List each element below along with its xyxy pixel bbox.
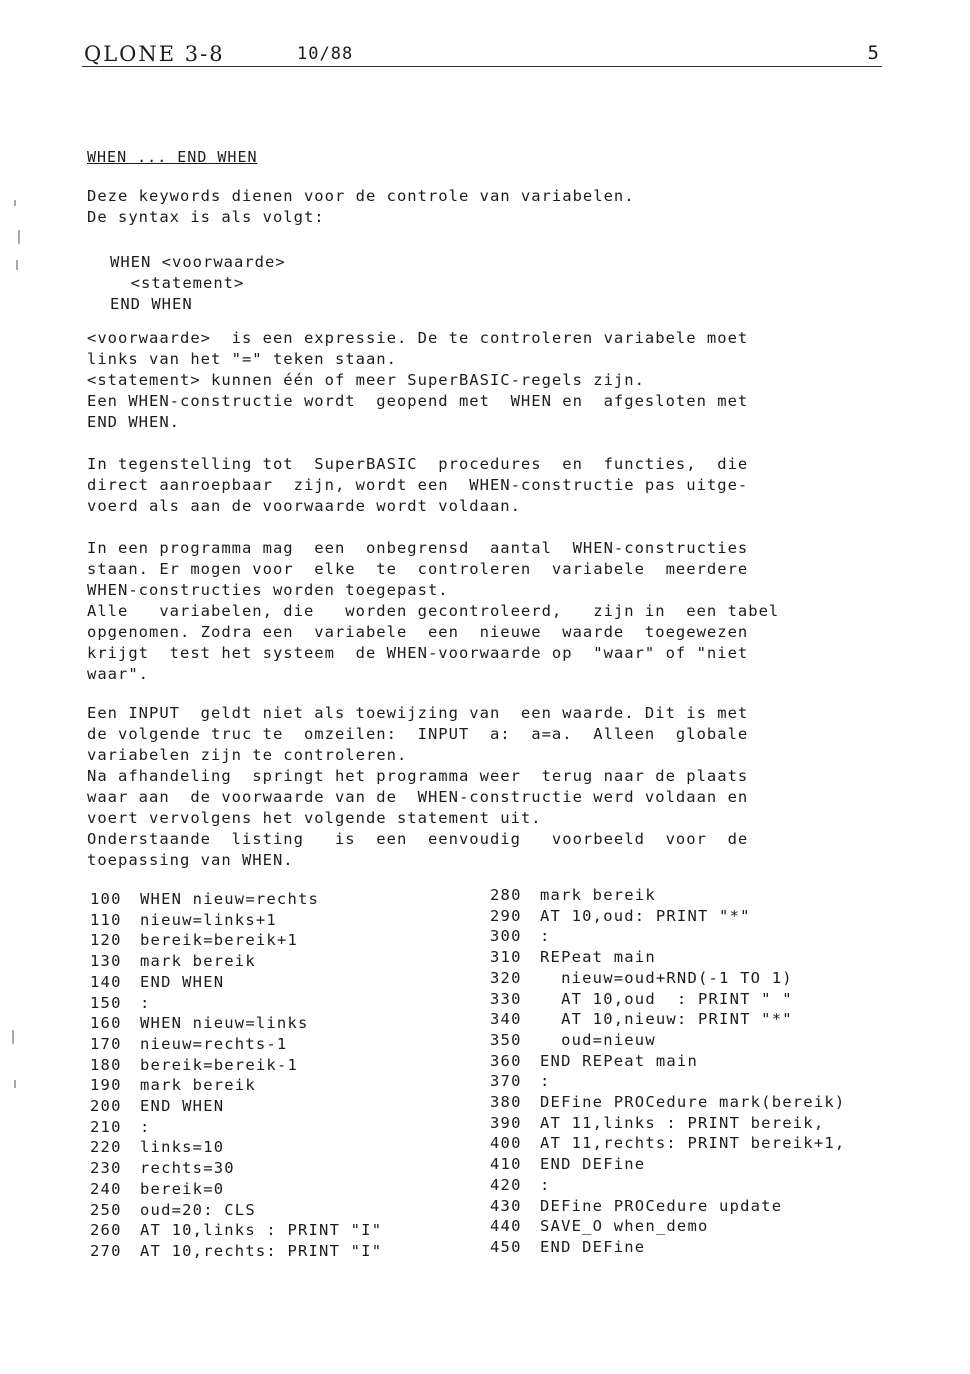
text-line: toepassing van WHEN. [87,851,294,869]
code-text: bereik=bereik-1 [140,1055,298,1074]
line-number: 350 [490,1030,522,1049]
code-listing-left [90,889,382,1262]
line-number: 140 [90,972,122,991]
text-line: Alle variabelen, die worden gecontroleerd, zijn in een tabel [87,602,780,620]
code-line [90,930,382,951]
code-line [90,951,382,972]
text-line: Deze keywords dienen voor de controle van variabelen. [87,187,635,205]
text-line: In een programma mag een onbegrensd aantal WHEN-constructies [87,539,749,557]
code-text: bereik=bereik+1 [140,931,298,950]
intro-paragraph [87,186,887,228]
line-number: 400 [490,1134,522,1153]
line-number: 420 [490,1175,522,1194]
text-line: WHEN-constructies worden toegepast. [87,581,449,599]
code-text: oud=nieuw [540,1030,656,1049]
code-text: links=10 [140,1138,225,1157]
code-line [90,1055,382,1076]
code-line [490,1237,845,1258]
syntax-block [110,252,286,315]
line-number: 380 [490,1093,522,1112]
line-number: 450 [490,1237,522,1256]
line-number: 270 [90,1241,122,1260]
line-number: 240 [90,1179,122,1198]
code-line [90,1034,382,1055]
code-line [90,1075,382,1096]
code-line [90,1013,382,1034]
code-line [90,972,382,993]
code-text: END WHEN [140,1097,225,1116]
line-number: 430 [490,1196,522,1215]
text-line: waar". [87,665,149,683]
line-number: 230 [90,1159,122,1178]
line-number: 200 [90,1097,122,1116]
line-number: 440 [490,1217,522,1236]
code-text: WHEN nieuw=rechts [140,890,320,908]
code-text: WHEN nieuw=links [140,1014,309,1033]
code-line [90,1220,382,1241]
syntax-line: <statement> [110,274,245,292]
code-line [490,989,845,1010]
line-number: 320 [490,968,522,987]
code-line [490,1175,845,1196]
syntax-line: WHEN <voorwaarde> [110,253,286,271]
line-number: 170 [90,1034,122,1053]
code-text: END REPeat main [540,1051,698,1070]
line-number: 130 [90,952,122,971]
code-text: AT 10,rechts: PRINT "I" [140,1241,383,1260]
line-number: 160 [90,1014,122,1033]
code-text: : [140,993,151,1012]
line-number: 410 [490,1155,522,1174]
code-line [90,1158,382,1179]
line-number: 340 [490,1010,522,1029]
line-number: 190 [90,1076,122,1095]
code-line [490,926,845,947]
text-line: opgenomen. Zodra een variabele een nieuwe waarde toegewezen [87,623,749,641]
code-line [90,910,382,931]
text-line: In tegenstelling tot SuperBASIC procedures en functies, die [87,455,749,473]
code-line [490,1154,845,1175]
code-line [90,889,382,910]
code-line [90,993,382,1014]
code-listing-right [490,885,845,1258]
line-number: 120 [90,931,122,950]
text-line: voert vervolgens het volgende statement uit. [87,809,542,827]
text-line: variabelen zijn te controleren. [87,746,408,764]
scan-margin-marks [8,190,28,1190]
code-text: : [140,1117,151,1136]
code-text: END DEFine [540,1155,646,1174]
page-header [82,40,882,67]
text-line: direct aanroepbaar zijn, wordt een WHEN-constructie pas uitge- [87,476,749,494]
line-number: 210 [90,1117,122,1136]
line-number: 180 [90,1055,122,1074]
code-text: : [540,1175,551,1194]
code-text: AT 11,rechts: PRINT bereik+1, [540,1134,846,1153]
text-line: Na afhandeling springt het programma weer terug naar de plaats [87,767,749,785]
code-line [490,1216,845,1237]
magazine-name: QLONE 3-8 [84,42,225,66]
text-line: waar aan de voorwaarde van de WHEN-constructie werd voldaan en [87,788,749,806]
line-number: 110 [90,910,122,929]
line-number: 260 [90,1221,122,1240]
line-number: 370 [490,1072,522,1091]
code-text: REPeat main [540,948,656,967]
code-text: AT 10,oud : PRINT " " [540,989,793,1008]
code-text: mark bereik [140,1076,256,1095]
code-text: nieuw=oud+RND(-1 TO 1) [540,968,793,987]
paragraph-tegenstelling [87,454,887,517]
code-text: AT 11,links : PRINT bereik, [540,1113,825,1132]
code-line [490,1051,845,1072]
issue-date: 10/88 [297,44,354,64]
code-text: AT 10,links : PRINT "I" [140,1221,383,1240]
code-text: SAVE_O when_demo [540,1217,709,1236]
code-line [90,1137,382,1158]
code-line [490,906,845,927]
code-line [90,1179,382,1200]
line-number: 310 [490,948,522,967]
code-line [490,968,845,989]
text-line: links van het "=" teken staan. [87,350,397,368]
code-text: AT 10,nieuw: PRINT "*" [540,1010,793,1029]
text-line: Onderstaande listing is een eenvoudig voorbeeld voor de [87,830,749,848]
line-number: 360 [490,1051,522,1070]
code-text: bereik=0 [140,1179,225,1198]
section-title: WHEN ... END WHEN [87,148,258,166]
code-text: mark bereik [140,952,256,971]
text-line: staan. Er mogen voor elke te controleren variabele meerdere [87,560,749,578]
code-line [490,1092,845,1113]
text-line: <voorwaarde> is een expressie. De te controleren variabele moet [87,329,749,347]
code-text: DEFine PROCedure update [540,1196,783,1215]
code-text: nieuw=rechts-1 [140,1034,288,1053]
code-line [490,1196,845,1217]
page-number: 5 [867,42,880,64]
text-line: voerd als aan de voorwaarde wordt voldaan. [87,497,521,515]
code-line [90,1200,382,1221]
code-text: mark bereik [540,886,656,904]
syntax-line: END WHEN [110,295,193,313]
text-line: Een WHEN-constructie wordt geopend met WHEN en afgesloten met [87,392,749,410]
code-line [490,1030,845,1051]
code-text: nieuw=links+1 [140,910,277,929]
line-number: 220 [90,1138,122,1157]
code-text: DEFine PROCedure mark(bereik) [540,1093,846,1112]
paragraph-voorwaarde [87,328,887,433]
code-line [490,1133,845,1154]
code-text: oud=20: CLS [140,1200,256,1219]
paragraph-input [87,703,887,871]
text-line: Een INPUT geldt niet als toewijzing van een waarde. Dit is met [87,704,749,722]
code-text: END DEFine [540,1237,646,1256]
text-line: De syntax is als volgt: [87,208,325,226]
text-line: de volgende truc te omzeilen: INPUT a: a=a. Alleen globale [87,725,749,743]
code-text: : [540,1072,551,1091]
code-line [90,1117,382,1138]
line-number: 150 [90,993,122,1012]
code-text: AT 10,oud: PRINT "*" [540,906,751,925]
text-line: <statement> kunnen één of meer SuperBASIC-regels zijn. [87,371,645,389]
code-line [490,947,845,968]
line-number: 280 [490,886,522,904]
code-text: rechts=30 [140,1159,235,1178]
code-line [490,1071,845,1092]
code-line [490,1113,845,1134]
line-number: 300 [490,927,522,946]
code-line [490,885,845,906]
code-line [90,1096,382,1117]
paragraph-programma [87,538,887,685]
line-number: 100 [90,890,122,908]
line-number: 330 [490,989,522,1008]
text-line: krijgt test het systeem de WHEN-voorwaarde op "waar" of "niet [87,644,749,662]
line-number: 250 [90,1200,122,1219]
line-number: 390 [490,1113,522,1132]
code-text: : [540,927,551,946]
line-number: 290 [490,906,522,925]
code-line [90,1241,382,1262]
text-line: END WHEN. [87,413,180,431]
code-text: END WHEN [140,972,225,991]
code-line [490,1009,845,1030]
